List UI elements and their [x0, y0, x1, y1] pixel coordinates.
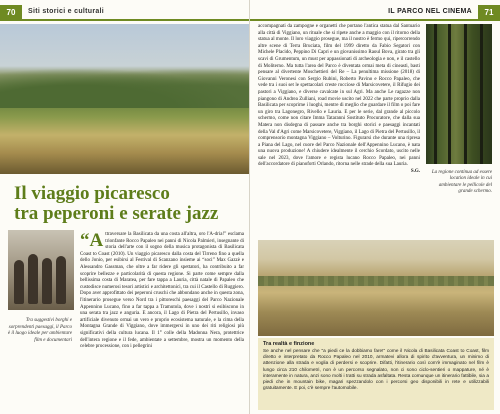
- article-title: [14, 184, 244, 224]
- header-rule-left: [22, 19, 250, 21]
- section-title-right: IL PARCO NEL CINEMA: [388, 7, 472, 15]
- right-page: [250, 0, 500, 414]
- body-column-left: [80, 232, 244, 351]
- section-title-left: Siti storici e culturali: [28, 7, 105, 15]
- page-number-right: 71: [478, 5, 500, 21]
- page-number-left: 70: [0, 5, 22, 21]
- body-column-right: [258, 24, 420, 176]
- forest-photo: [426, 24, 492, 164]
- sidebar-box: [258, 338, 494, 410]
- landscape-photo: [0, 24, 250, 174]
- people-photo: [8, 230, 74, 310]
- field-photo: [258, 240, 494, 336]
- photo-caption-left: Tra suggestivi borghi e sorprendenti paesaggi, il Parco è il luogo ideale per ambientare film e documentari: [7, 318, 72, 343]
- sidebar-box-text: Se anche nel pensare che "a piedi ce la dobbiamo fare!" come il Nicola di Basilicata Coast to Coast, film diretto e interpretato da Rocco Papaleo nel 2010, armatevi allora di spirito d'avventura, un minimo di attenzione alla strada e voglia di perdersi e scoprire. Difatti, l'itinerario così com'è immaginato nel film è lungo circa 210 chilometri, non è un percorso segnalato, non ci sono ciclo-sentieri o mappature, né è interamente in natura, anzi sono molti i tratti su strada asfaltata. Resta comunque un itinerario fattibile, sia a piedi che in mountain bike, magari spezzandolo con i percorsi geo disponibili in rete e utilizzabili gratuitamente. E poi, c'è sempre l'automobile.: [263, 348, 489, 391]
- drop-cap: “A: [80, 230, 104, 251]
- body-text-left: ttraversare la Basilicata da una costa all'altra, oro l'A-dria!” esclama trionfante Rocco Papaleo nei panni di Nicola Palmieri, insegnante di storia dell'arte con il sogno della musica protagonista di Basilicata Coast to Coast (2010). Un viaggio picaresco dalla costa del Tirreno fino a quella dello Jonio, per esibirsi al Festival di Scanzano insieme ai “soci” Max Gazzè e Alessandro Gassman, che oltre a far ridere gli spettatori, ha contribuito a far scoprire bellezze e particolarità di questa regione. Si parte come sempre dalla bellissima costa di Maratea, per fare tappa a Lauria, città natale di Papaleo che custodisce numerosi tesori artistici e architettonici, tra cui il Castello di Ruggiero. Dopo aver approfittato dei peperoni cruschi che abbondano anche in questa zona, l'itinerario prosegue verso Nord tra i pittoreschi paesaggi del Parco Nazionale Appennino Lucano, fino a far tappa a Tramutola, dove i nostri si esibiscono in una serata tra jazz e anguria. E ancora, il Lago di Pietra del Pertusillo, invaso artificiale divenuto ormai un vero e proprio ecosistema naturale, e la cima della Montagna Grande di Viggiano, dove immergersi in uno dei riti religiosi più significativi della cultura lucana. Il 1° colle della Madonna Nera, protettrice dell'intera regione e il fede, ambientate a settembre, mostra un momento della celebre processione, con i pellegrini: [80, 232, 244, 350]
- body-text-right: accompagnati da zampogne e organetti che portano l'antica statua dal Santuario alla città di Viggiano, un rituale che si ripete anche a maggio con il ritorno della statua al monte. Il loro viaggio prosegue, ma il nostro è fermo qui, ripercorrendo altre scene di Terra Bruciata, film del 1999 diretto da Fabio Segatori con Michele Placido, Peppino Di Capri e un giovanissimo Raoul Bova, girato tra gli scavi di Grumentum, un must per appassionati di archeologia e non, e il castello di Moliterno. Ma tutta l'area del Parco è diventata ormai meta di cineasti, basti pensare al divertente Moschettieri del Re – La penultima missione (2018) di Giovanni Veronesi con Sergio Rubini, Roberto Pavino e Rocco Papaleo, che vede tra i suoi set le spettacolari creste rocciose di Marsicovetere, il Rifugio dei pastori a Viggiano, e diverse cavalcate in sul Agri. Ma anche Le ragazze non piangono di Andrea Zulliani, road movie uscito nel 2022 che parte proprio dalla Basilicata per scoprirne i luoghi, mentre di meglio che guardare il film o poi fare un giro tra Lagonegro, Rivello e Lauria. E per le serie, dal grande al piccolo schermo, come non citare Imma Tataranni Sostituto Procuratore, che dalla sua Matera non disdegna di passare anche tra borghi storici e paesaggi incantati della Val d'Agri come Marsicovetere, Viggiano, il Lago di Pietra del Pertusillo, il comprensorio montagna Viggiano – Volturino. Figurarsi che durante una ripresa a Piana del Lago, nel cuore del Parco Nazionale dell'Appennino Lucano, è nata una nuova produzione! A chiudere idealmente il cerchio Scordato, uscito nelle sale nel 2023, dove l'amore e regista lucano Rocco Papaleo, nei panni dell'accordatore di pianoforti Orlando, ritorna nelle strade della sua Lauria.: [258, 24, 420, 168]
- header-rule-right: [250, 19, 478, 21]
- title-line-2: tra peperoni e serate jazz: [14, 203, 219, 224]
- sidebar-box-title: Tra realtà e finzione: [263, 341, 315, 347]
- author-signature: S.G.: [410, 169, 420, 175]
- title-line-1: Il viaggio picaresco: [14, 183, 170, 204]
- photo-caption-right: La regione continua ad essere location ideale in cui ambientare le pellicole del grande schermo.: [431, 170, 492, 195]
